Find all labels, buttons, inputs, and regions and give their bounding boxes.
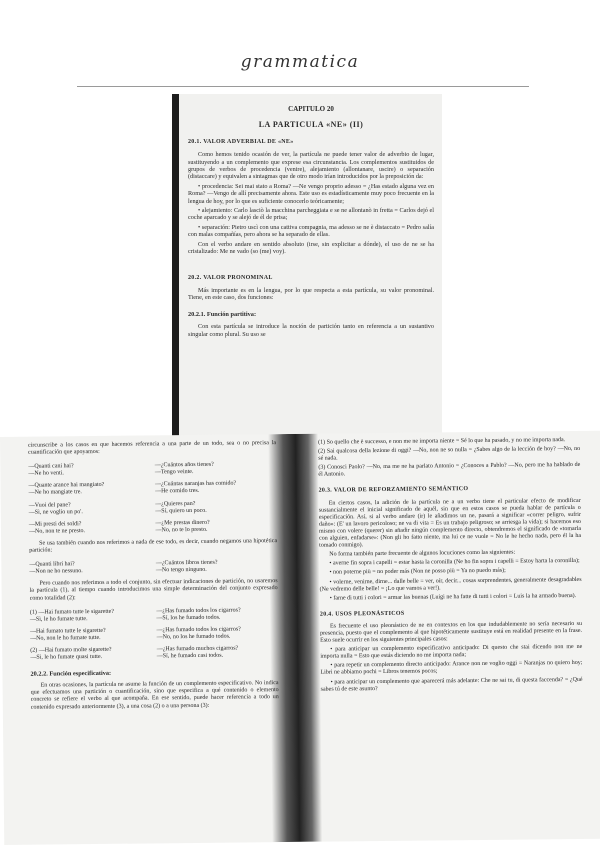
paragraph: Como hemos tenido ocasión de ver, la partícula ne puede tener valor de adverbio de lugar, sustituyendo a un complemento que exprese esa circunstancia. Los complementos sustituidos de grupos de verbos de procedencia (venire), alejamiento (allontanare, uscire) o separación (distaccare) y equivalen a sintagmas que de otro modo irían introducidos por la preposición da: bbox=[188, 151, 434, 181]
paragraph: Pero cuando nos referimos a todo el conjunto, sin efectuar indicaciones de partición, no usaremos la partícula (1), al tiempo cuando introducimos una simple determinación del conjunto expresado como totalidad (2): bbox=[29, 578, 278, 602]
example-spanish: —¿Has fumado todos los cigarros? bbox=[156, 626, 241, 634]
chapter-title: LA PARTICULA «NE» (II) bbox=[258, 120, 364, 130]
example-spanish: —Tengo veinte. bbox=[154, 469, 194, 476]
example-spanish: —Sí, quiero un poco. bbox=[155, 507, 207, 515]
scan-dark-edge bbox=[172, 94, 179, 440]
example-line: (1) So quello che è successo, e non me ne importa niente = Sé lo que ha pasado, y no me importa nada. bbox=[318, 437, 566, 446]
paragraph: Más importante es en la lengua, por lo que respecta a esta partícula, su valor pronominal. Tiene, en este caso, dos funciones: bbox=[188, 286, 434, 302]
paragraph: Se usa también cuando nos referimos a nada de ese todo, es decir, cuando negamos una hipotética partición: bbox=[29, 538, 278, 554]
example-spanish: —¿Has fumado todos los cigarros? bbox=[156, 607, 241, 614]
example-italian: —Sì, le ho fumate tutte. bbox=[29, 615, 88, 623]
paragraph: • non poterne più = no poder más (Non ne posso più = Ya no puedo más); bbox=[329, 568, 506, 576]
scan-lower-spread bbox=[0, 431, 600, 845]
example-spanish: —Sí, he fumado casi todos. bbox=[156, 652, 224, 660]
section-heading: 20.2. VALOR PRONOMINAL bbox=[188, 274, 273, 281]
paragraph: No forma también parte frecuente de algunos locuciones como las siguientes: bbox=[329, 549, 516, 558]
paragraph: • farne di tutti i colori = armar las buenas (Luigi ne ha fatte di tutti i colori = Luis la ha armado buena). bbox=[329, 592, 577, 602]
example-row bbox=[30, 652, 278, 662]
upper-page-content bbox=[188, 102, 434, 340]
example-italian: —Sì, le ho fumate quasi tutte. bbox=[30, 654, 103, 661]
paragraph: En ciertos casos, la adición de la partícula ne a un verbo tiene el particular efecto de modificar sustancialmente el inicial significado de aquél, sin que en estos casos se pueda hablar de partícula o especificación. Así, si al verbo andare (ir) le añadimos un ne, pasará a significar «correr peligro, sufrir daño»: (E' un lavoro pericoloso; ne va di vita = Es un trabajo peligroso; se arriesga la vida); si hacemos eso mismo con volere (querer) sin añadir ningún complemento directo, obtendremos el significado de «tomarla con alguien, enfadarse»: (Non gli ho fatto niente, ma lui ce ne vuole = No le he hecho nada, pero él la ha tomado conmigo). bbox=[318, 497, 582, 549]
example-italian: —Hai fumato tutte le sigarette? bbox=[30, 627, 106, 635]
example-italian: —Mi presti dei soldi? bbox=[28, 520, 82, 528]
paragraph: Con el verbo andare en sentido absoluto (irse, sin explicitar a dónde), el uso de ne se ha cristalizado: Me ne vado (so (me) voy). bbox=[188, 240, 434, 256]
left-page-column bbox=[28, 440, 279, 713]
example-spanish: —He comido tres. bbox=[155, 488, 200, 495]
example-spanish: —No, no te lo presto. bbox=[155, 526, 208, 534]
example-spanish: —¿Cuántos libros tienes? bbox=[155, 559, 218, 567]
right-page-column bbox=[318, 437, 583, 695]
chapter-number: CAPITULO 20 bbox=[288, 105, 334, 113]
example-italian: —No, non te ne presto. bbox=[28, 527, 86, 535]
example-line: (3) Conosci Paolo? —No, ma me ne ha parlato Antonio = ¿Conoces a Pablo? —No, pero me ha hablado de él Antonio. bbox=[318, 462, 581, 479]
example-spanish: —No tengo ninguno. bbox=[155, 567, 207, 574]
paragraph: Es frecuente el uso pleonástico de ne en contextos en los que indudablemente no sería necesario su presencia, puesto que el complemento al que hipotéticamente sustituye está en realidad presente en la frase. Esto suele ocurrir en los siguientes principales casos: bbox=[320, 620, 583, 644]
scan-upper-page bbox=[172, 94, 442, 440]
example-spanish: —No, no los he fumado todos. bbox=[156, 633, 231, 641]
section-heading: 20.4. USOS PLEONÁSTICOS bbox=[319, 610, 405, 618]
paragraph: • alejamiento: Carlo lasciò la macchina parcheggiata e se ne allontanò in fretta = Carlos dejó el coche aparcado y se alejó de él de prisa; bbox=[188, 207, 434, 222]
example-spanish: —¿Has fumado muchos cigarros? bbox=[156, 645, 239, 653]
example-italian: —Quanti libri hai? bbox=[29, 561, 75, 568]
example-italian: —Quanti cani hai? bbox=[28, 463, 74, 470]
example-italian: —Sì, ne voglio un po'. bbox=[28, 508, 83, 516]
example-spanish: —Sí, los he fumado todos. bbox=[156, 614, 221, 622]
example-italian: —Vuoi del pane? bbox=[28, 501, 71, 509]
paragraph: • procedencia: Sei mai stato a Roma? —Ne vengo proprio adesso = ¿Has estado alguna vez en Roma? —Vengo de allí precisamente ahora. Este uso es estadísticamente muy poco frecuente en la lengua de hoy, por lo que es suficiente conocerlo teóricamente; bbox=[188, 182, 434, 205]
paragraph: En otras ocasiones, la partícula ne asume la función de un complemento especificativo. No indica que efectuamos una partición o cuantificación, sino que especifica a qué contenido o elemento concreto se refiere el verbo al que acompaña. En ese sentido, puede hacer referencia a todo un contenido expresado anteriormente (3), a una cosa (2) o a una persona (3): bbox=[30, 680, 279, 711]
example-italian: (2) —Hai fumato molte sigarette? bbox=[30, 646, 112, 654]
paragraph: • para anticipar un complemento que aparecerá más adelante: Che ne sai tu, di questa faccenda? = ¿Qué sabes tú de este asunto? bbox=[320, 676, 583, 693]
example-italian: —Ne ho mangiate tre. bbox=[28, 489, 82, 497]
example-spanish: —¿Me prestas dinero? bbox=[155, 519, 210, 527]
page-title: grammatica bbox=[240, 52, 360, 72]
paragraph: • para repetir un complemento directo anticipado: Arance non ne voglio oggi = Naranjas no quiero hoy; Libri ne abbiamo pochi = Libros tenemos pocos; bbox=[320, 660, 583, 677]
example-italian: (1) —Hai fumato tutte le sigarette? bbox=[29, 608, 115, 616]
section-heading: 20.3. VALOR DE REFORZAMIENTO SEMÁNTICO bbox=[318, 486, 469, 495]
paragraph: • para anticipar un complemento especificativo anticipado: Di questo che stai dicendo non me ne importa nulla = Esto que estás diciendo no me importa nada; bbox=[320, 644, 583, 660]
paragraph: • averne fin sopra i capelli = estar hasta la coronilla (Ne ho fin sopra i capelli = Estoy harta la coronilla); bbox=[329, 558, 580, 567]
example-italian: —Non ne ho nessuno. bbox=[29, 568, 83, 575]
paragraph: • separación: Pietro uscì con una cattiva compagnia, ma adesso se ne è distaccato = Pedro salía con malas compañías, pero ahora se ha separado de ellas. bbox=[188, 223, 434, 239]
example-line: (2) Sai qualcosa della lezione di oggi? —No, non ne so nulla = ¿Sabes algo de la lección de hoy? —No, no sé nada. bbox=[318, 446, 581, 462]
example-italian: —Ne ho venti. bbox=[28, 470, 64, 477]
example-italian: —No, non le ho fumate tutte. bbox=[30, 634, 101, 642]
paragraph: circunscribe a los casos en que hacemos referencia a una parte de un todo, sea o no precisa la cuantificación que apoyamos: bbox=[28, 440, 277, 456]
title-divider bbox=[77, 86, 529, 87]
paragraph: • volerne, venirne, dirne... dalle belle = ver, oír, decir... cosas sorprendentes, generalmente desagradables (Ne vedremo delle belle! = ¡Lo que vamos a ver!). bbox=[319, 576, 582, 593]
example-spanish: —¿Quieres pan? bbox=[155, 500, 196, 507]
subsection-heading: 20.2.2. Función especificativa: bbox=[30, 670, 112, 678]
section-heading: 20.1. VALOR ADVERBIAL DE «NE» bbox=[188, 138, 294, 145]
example-italian: —Quante arance hai mangiato? bbox=[28, 482, 105, 490]
paragraph: Con esta partícula se introduce la noción de partición tanto en referencia a un sustantivo singular como plural. Su uso se bbox=[188, 323, 434, 338]
example-spanish: —¿Cuántos años tienes? bbox=[154, 461, 214, 469]
subsection-heading: 20.2.1. Función partitiva: bbox=[188, 310, 257, 318]
example-spanish: —¿Cuántas naranjas has comido? bbox=[154, 480, 237, 488]
